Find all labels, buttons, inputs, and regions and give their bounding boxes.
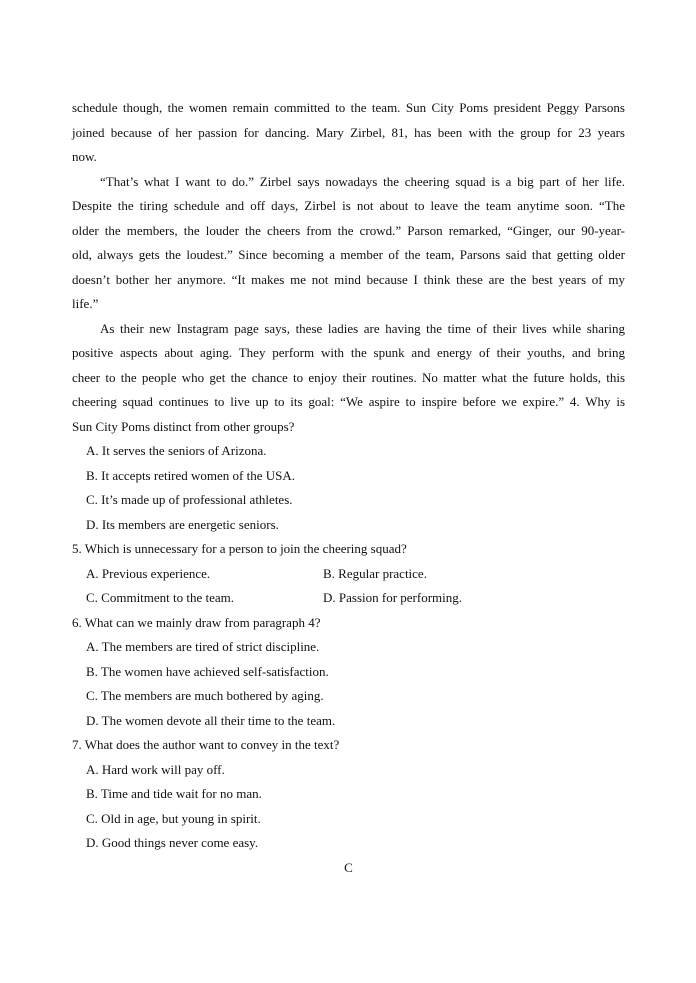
q5-stem: 5. Which is unnecessary for a person to join the cheering squad? xyxy=(72,541,407,556)
q4-option-b: B. It accepts retired women of the USA. xyxy=(86,467,296,483)
q6-option-c: C. The members are much bothered by aging. xyxy=(86,688,324,703)
q7-option-d: D. Good things never come easy. xyxy=(86,835,259,850)
q4-option-c: C. It’s made up of professional athletes. xyxy=(86,492,293,507)
passage-line: joined because of her passion for dancing. Mary Zirbel, 81, has been with the group for 23 years xyxy=(72,124,625,140)
passage-line: old, always gets the loudest.” Since becoming a member of the team, Parsons said that getting older xyxy=(72,247,625,262)
q7-option-c: C. Old in age, but young in spirit. xyxy=(86,810,261,826)
passage-line: “That’s what I want to do.” Zirbel says nowadays the cheering squad is a big part of her life. xyxy=(100,173,625,189)
q6-option-b: B. The women have achieved self-satisfaction. xyxy=(86,663,329,679)
passage-line: older the members, the louder the cheers from the crowd.” Parson remarked, “Ginger, our 90-year- xyxy=(72,222,625,238)
q7-option-b: B. Time and tide wait for no man. xyxy=(86,786,262,801)
document-page xyxy=(72,96,625,880)
passage-line: Despite the tiring schedule and off days, Zirbel is not about to leave the team anytime soon. “The xyxy=(72,198,625,213)
q7-stem: 7. What does the author want to convey in the text? xyxy=(72,737,340,752)
passage-line: now. xyxy=(72,149,97,164)
passage-line: As their new Instagram page says, these ladies are having the time of their lives while sharing xyxy=(100,320,625,336)
q4-option-d: D. Its members are energetic seniors. xyxy=(86,516,279,532)
passage-line: positive aspects about aging. They perform with the spunk and energy of their youths, and bring xyxy=(72,345,625,360)
q5-option-b: B. Regular practice. xyxy=(323,565,427,581)
passage-line: cheering squad continues to live up to its goal: “We aspire to inspire before we expire.” 4. Why is xyxy=(72,394,625,409)
q5-options-row-2 xyxy=(72,586,625,611)
passage-line: cheer to the people who get the chance to enjoy their routines. No matter what the future holds, this xyxy=(72,369,625,385)
passage-line: life.” xyxy=(72,296,99,311)
passage-line: schedule though, the women remain committed to the team. Sun City Poms president Peggy Parsons xyxy=(72,100,625,115)
q6-option-a: A. The members are tired of strict discipline. xyxy=(86,639,320,654)
q6-stem: 6. What can we mainly draw from paragraph 4? xyxy=(72,614,321,630)
section-label: C xyxy=(344,859,353,875)
q7-option-a: A. Hard work will pay off. xyxy=(86,761,225,777)
q5-option-c: C. Commitment to the team. xyxy=(86,590,235,605)
passage-line: Sun City Poms distinct from other groups? xyxy=(72,418,295,434)
q5-option-d: D. Passion for performing. xyxy=(323,590,463,605)
q5-options-row-1 xyxy=(72,562,625,587)
q5-option-a: A. Previous experience. xyxy=(86,565,211,581)
q6-option-d: D. The women devote all their time to the team. xyxy=(86,712,336,728)
passage-line: doesn’t bother her anymore. “It makes me not mind because I think these are the best years of my xyxy=(72,271,625,287)
q4-option-a: A. It serves the seniors of Arizona. xyxy=(86,443,267,458)
